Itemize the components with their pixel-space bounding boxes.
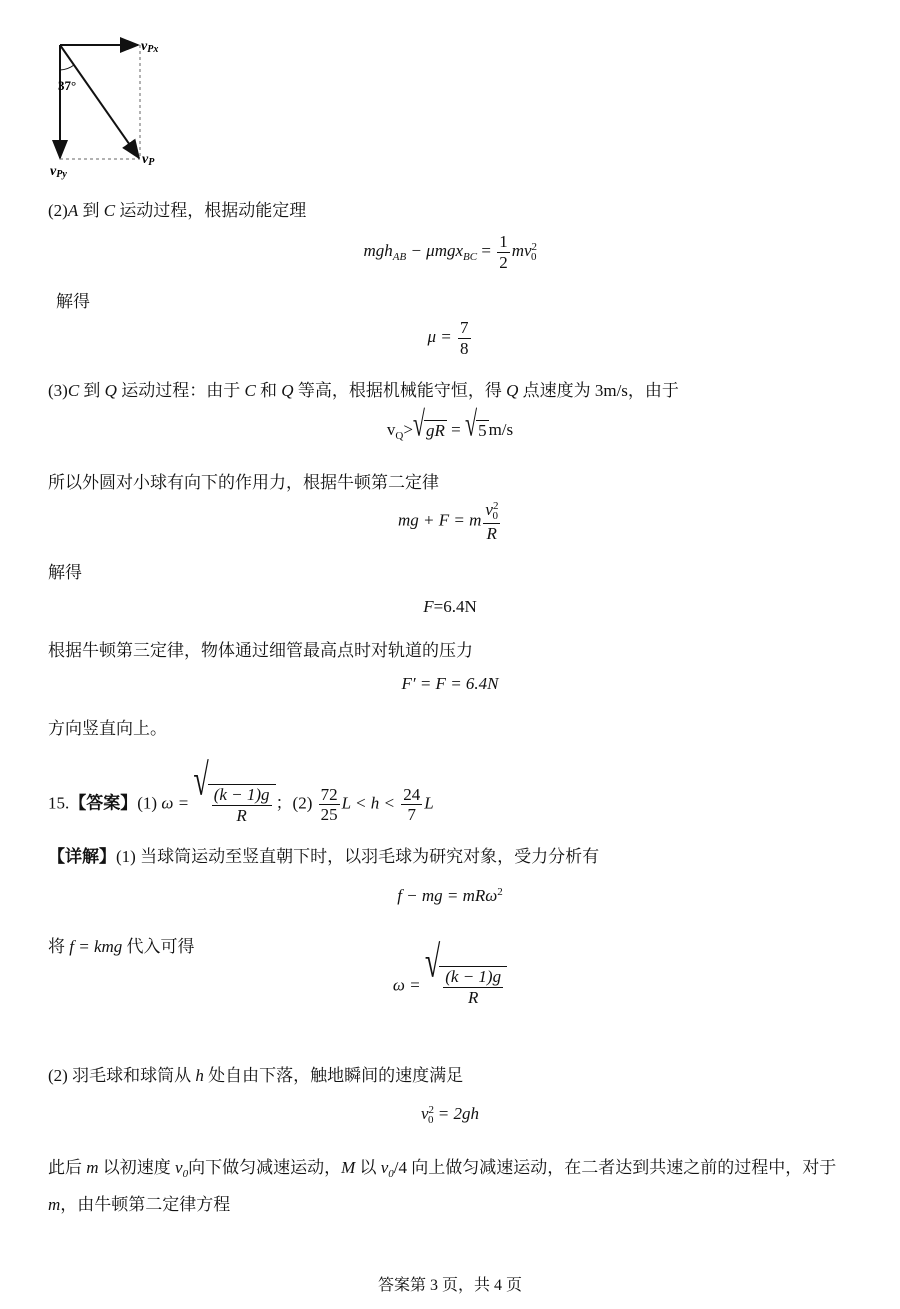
f-prime-eq: F′ = F = 6.4N [401,674,499,693]
vp-arrow [60,45,139,158]
solve-label-1: 解得 [56,292,90,311]
v0-equation: $v^2_0 = 2gh$ [420,1104,480,1126]
f-result: F=6.4N [423,597,477,616]
force-line: 所以外圆对小球有向下的作用力，根据牛顿第二定律 [48,473,439,492]
q15-detail-1: 【详解】(1) 当球筒运动至竖直朝下时，以羽毛球为研究对象，受力分析有 [48,847,600,866]
label-angle: 37° [58,78,77,93]
q15-detail-2: (2) 羽毛球和球筒从 h 处自由下落，触地瞬间的速度满足 [48,1066,464,1085]
label-vpy: vPy [50,164,67,180]
part3-intro: (3)C 到 Q 运动过程：由于 C 和 Q 等高，根据机械能守恒，得 Q 点速度为 3m/s，由于 [48,381,679,400]
last-line: m，由牛顿第二定律方程 [48,1195,231,1214]
page-footer: 答案第 3 页，共 4 页 [377,1277,522,1294]
force-equation: f − mg = mRω$^2$ [397,886,503,905]
solve-label-2: 解得 [48,563,82,582]
vq-inequality: $v_Q>$ √ gR = √ 5 m/s [386,403,514,444]
substitute-line: 将 f = kmg 代入可得 [48,937,195,956]
third-law-line: 根据牛顿第三定律，物体通过细管最高点时对轨道的压力 [48,641,473,660]
label-vp: vP [142,152,155,168]
angle-arc [60,65,74,70]
q15-answer: 15.【答案】(1) ω = √ $\frac{(k - 1)g}{R}$ ；(2) $\frac{72}{25}$ L < h < $\frac{24}{7}$ L [48,756,434,825]
label-vpx: vPx [141,39,159,55]
omega-equation: ω = √ $\frac{(k - 1)g}{R}$ [0,966,900,1007]
part2-intro: (2)A 到 C 运动过程，根据动能定理 [48,201,307,220]
velocity-diagram [40,30,200,180]
energy-equation: mgh$_{AB}$ − μmgx$_{BC}$ = $\frac{1}{2}$ $mv^2_0$ [363,232,538,272]
direction-line: 方向竖直向上。 [48,719,167,738]
newton-equation: mg + F = m $\frac{v^2_0}{R}$ [398,500,499,543]
after-line: 此后 m 以初速度 $v_0$向下做匀减速运动，M 以 $v_0/4$ 向上做匀减速运动，在二者达到共速之前的过程中，对于 [48,1158,837,1180]
mu-result: μ = $\frac{7}{8}$ [427,318,469,358]
